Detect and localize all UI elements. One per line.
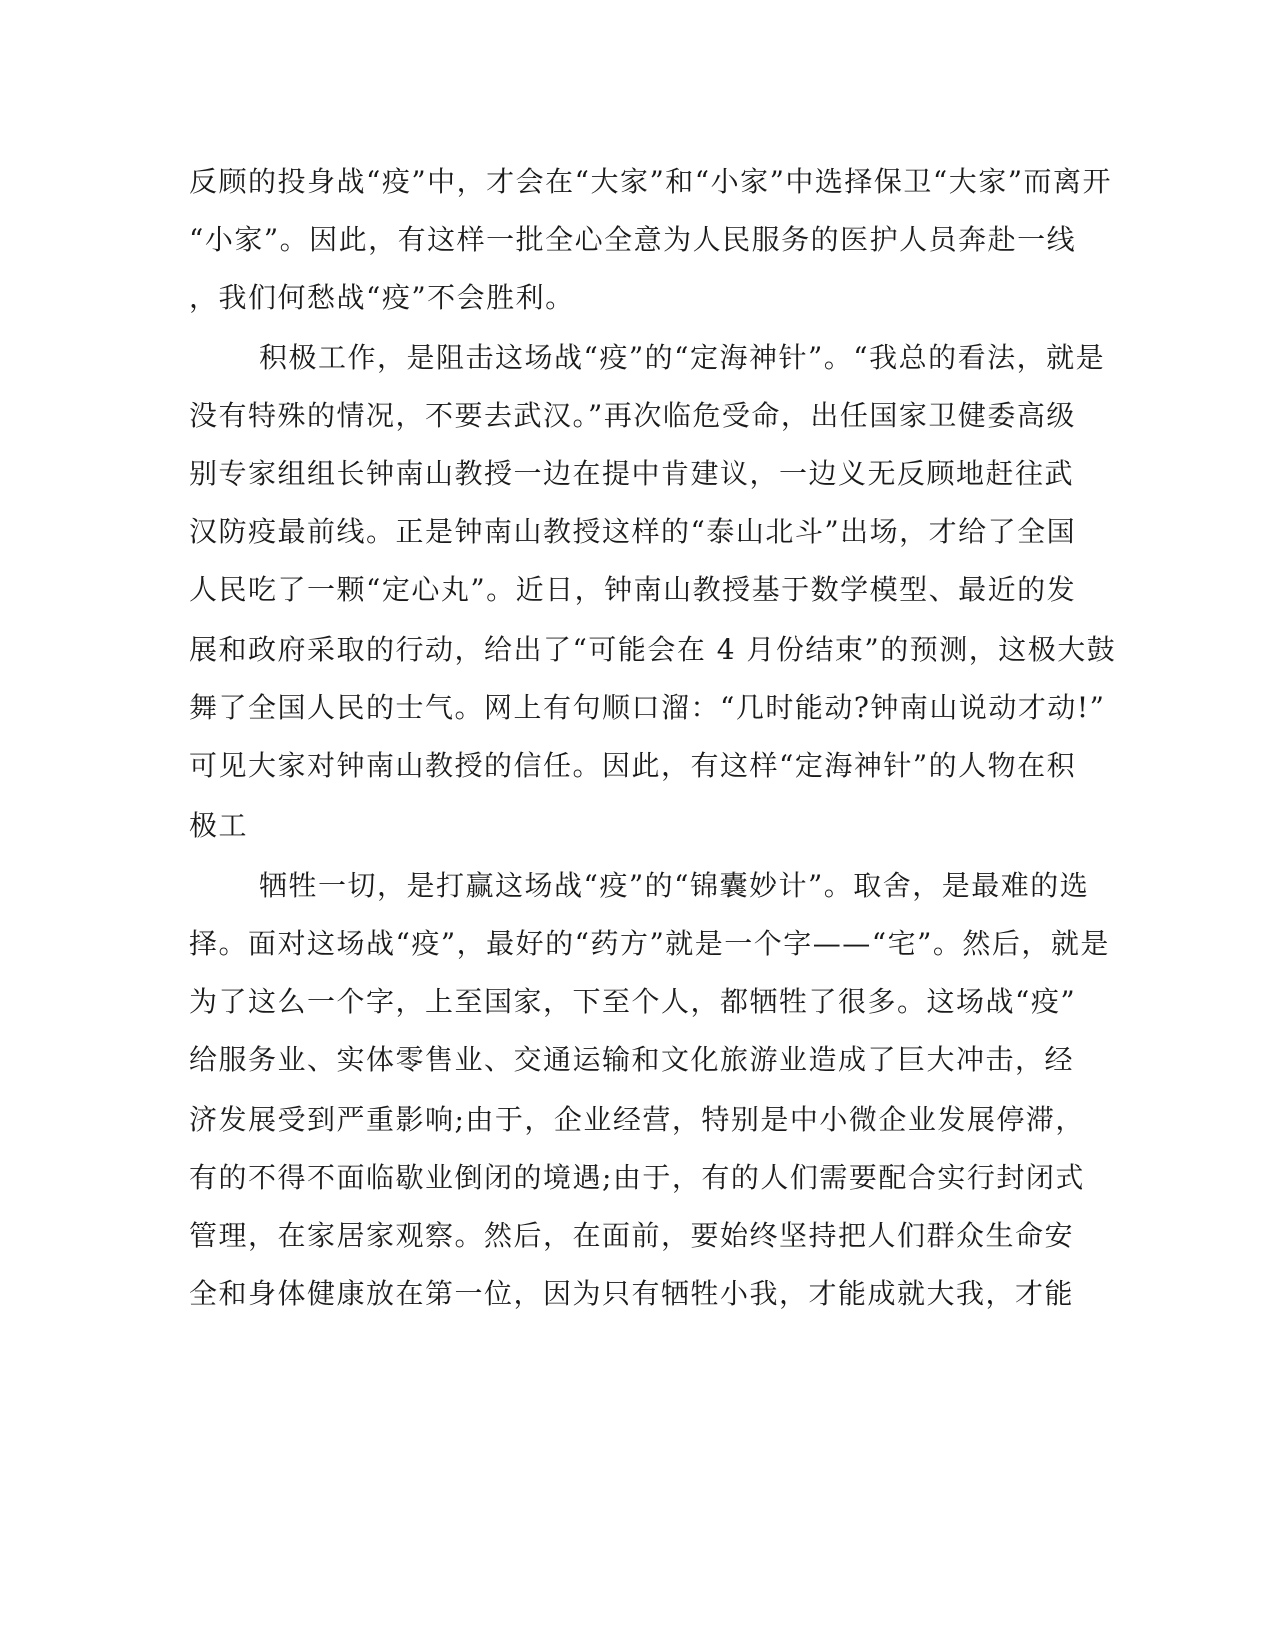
paragraph-2-line-8: 可见大家对钟南山教授的信任。因此，有这样“定海神针”的人物在积 [189, 749, 1077, 782]
paragraph-1-line-1: 反顾的投身战“疫”中，才会在“大家”和“小家”中选择保卫“大家”而离开 [189, 165, 1113, 198]
paragraph-2-line-5: 人民吃了一颗“定心丸”。近日，钟南山教授基于数学模型、最近的发 [189, 573, 1077, 606]
paragraph-3-line-8: 全和身体健康放在第一位，因为只有牺牲小我，才能成就大我，才能 [189, 1277, 1075, 1310]
paragraph-2-line-2: 没有特殊的情况，不要去武汉。”再次临危受命，出任国家卫健委高级 [189, 399, 1076, 432]
paragraph-1-line-2: “小家”。因此，有这样一批全心全意为人民服务的医护人员奔赴一线 [189, 223, 1077, 256]
paragraph-2-line-3: 别专家组组长钟南山教授一边在提中肯建议，一边义无反顾地赶往武 [189, 457, 1075, 490]
paragraph-1-line-3: ，我们何愁战“疫”不会胜利。 [189, 281, 575, 314]
paragraph-3-line-2: 择。面对这场战“疫”，最好的“药方”就是一个字——“宅”。然后，就是 [189, 927, 1110, 960]
paragraph-3-line-3: 为了这么一个字，上至国家，下至个人，都牺牲了很多。这场战“疫” [189, 985, 1077, 1018]
paragraph-2-line-1: 积极工作，是阻击这场战“疫”的“定海神针”。“我总的看法，就是 [259, 341, 1106, 374]
paragraph-3-line-4: 给服务业、实体零售业、交通运输和文化旅游业造成了巨大冲击，经 [189, 1043, 1075, 1076]
paragraph-3-line-5: 济发展受到严重影响;由于，企业经营，特别是中小微企业发展停滞， [189, 1103, 1085, 1136]
paragraph-3-line-6: 有的不得不面临歇业倒闭的境遇;由于，有的人们需要配合实行封闭式 [189, 1161, 1085, 1194]
paragraph-2-line-7: 舞了全国人民的士气。网上有句顺口溜：“几时能动?钟南山说动才动!” [189, 691, 1106, 724]
paragraph-2-line-9: 极工 [189, 809, 249, 842]
paragraph-2-line-6: 展和政府采取的行动，给出了“可能会在 4 月份结束”的预测，这极大鼓 [189, 633, 1117, 666]
paragraph-3-line-7: 管理，在家居家观察。然后，在面前，要始终坚持把人们群众生命安 [189, 1219, 1075, 1252]
paragraph-3-line-1: 牺牲一切，是打赢这场战“疫”的“锦囊妙计”。取舍，是最难的选 [259, 869, 1090, 902]
paragraph-2-line-4: 汉防疫最前线。正是钟南山教授这样的“泰山北斗”出场，才给了全国 [189, 515, 1077, 548]
